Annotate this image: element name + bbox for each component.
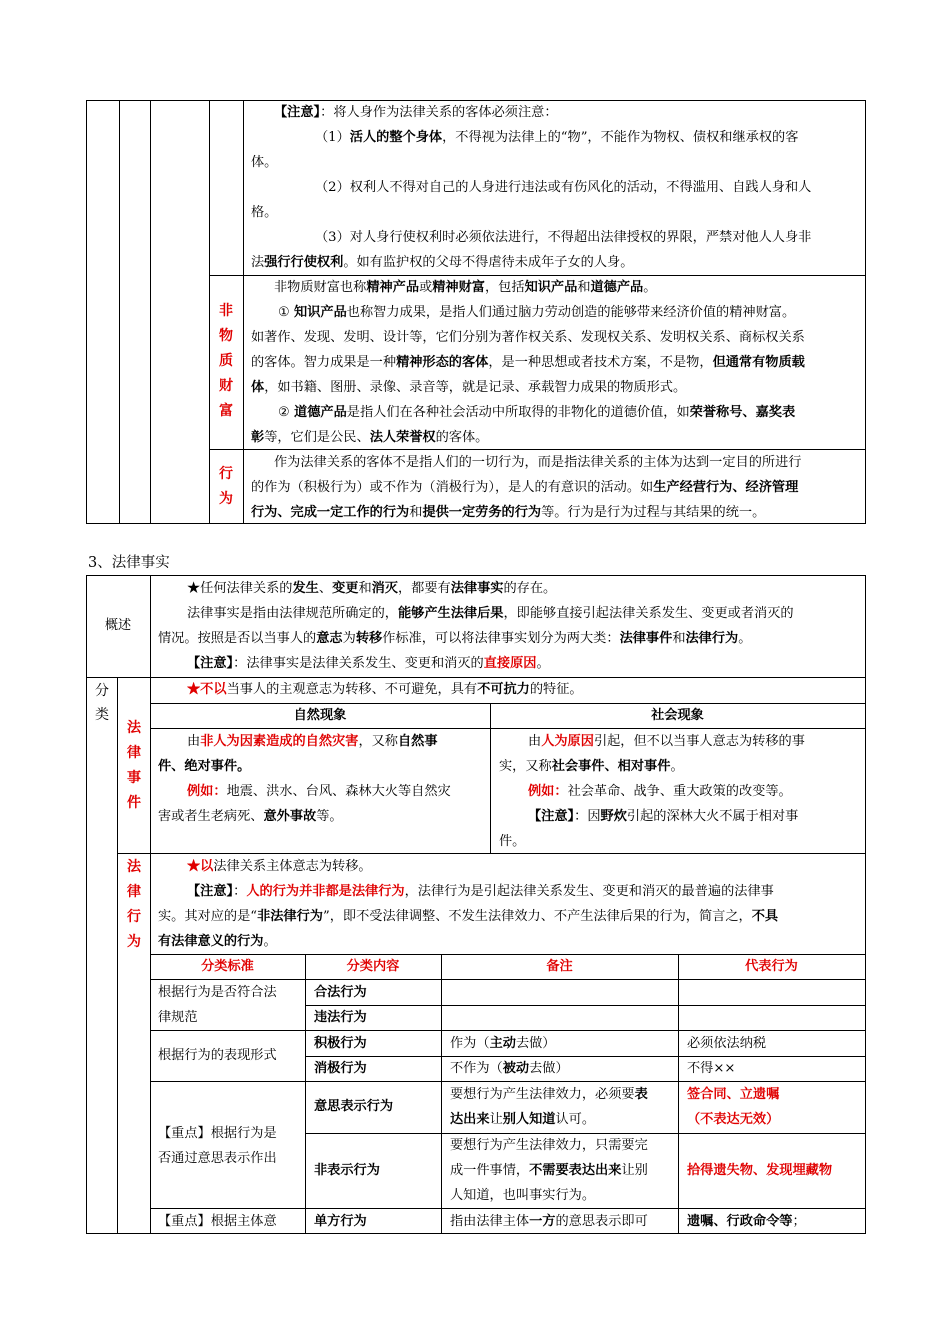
row4-unilateral: 单方行为	[314, 1214, 367, 1229]
row1-standard: 根据行为是否符合法	[158, 985, 277, 1000]
row3-declaration-rep: 签合同、立遗嘱	[687, 1087, 780, 1102]
social-header: 社会现象	[651, 708, 704, 723]
header-remark: 备注	[546, 959, 573, 974]
row3-declaration: 意思表示行为	[314, 1099, 394, 1114]
row2-passive: 消极行为	[314, 1061, 367, 1076]
row4-rep: 遗嘱、行政命令等；	[687, 1214, 806, 1229]
natural-header: 自然现象	[293, 708, 347, 723]
row2-standard: 根据行为的表现形式	[158, 1048, 277, 1063]
row4-note: 指由法律主体一方的意思表示即可	[450, 1214, 648, 1229]
row2-active: 积极行为	[314, 1036, 367, 1051]
event-intro: ★不以当事人的主观意志为转移、不可避免，具有不可抗力的特征。	[187, 682, 583, 697]
header-content: 分类内容	[346, 959, 400, 974]
row2-active-rep: 必须依法纳税	[687, 1036, 767, 1051]
row4-standard: 【重点】根据主体意	[158, 1214, 277, 1229]
note-label: 【注意】	[274, 105, 321, 120]
overview-label: 概述	[104, 618, 132, 633]
row3-standard: 【重点】根据行为是	[158, 1126, 277, 1141]
row2-passive-note: 不作为（被动去做）	[450, 1061, 569, 1076]
row2-active-note: 作为（主动去做）	[450, 1036, 556, 1051]
row1-legal: 合法行为	[314, 985, 367, 1000]
section-title: 3、法律事实	[88, 555, 170, 571]
row1-illegal: 违法行为	[314, 1010, 367, 1025]
header-representative: 代表行为	[745, 959, 798, 974]
row3-non-declaration-rep: 拾得遗失物、发现埋藏物	[687, 1163, 833, 1178]
row2-passive-rep: 不得××	[687, 1061, 736, 1076]
row3-non-declaration: 非表示行为	[314, 1163, 380, 1178]
header-standard: 分类标准	[201, 959, 254, 974]
